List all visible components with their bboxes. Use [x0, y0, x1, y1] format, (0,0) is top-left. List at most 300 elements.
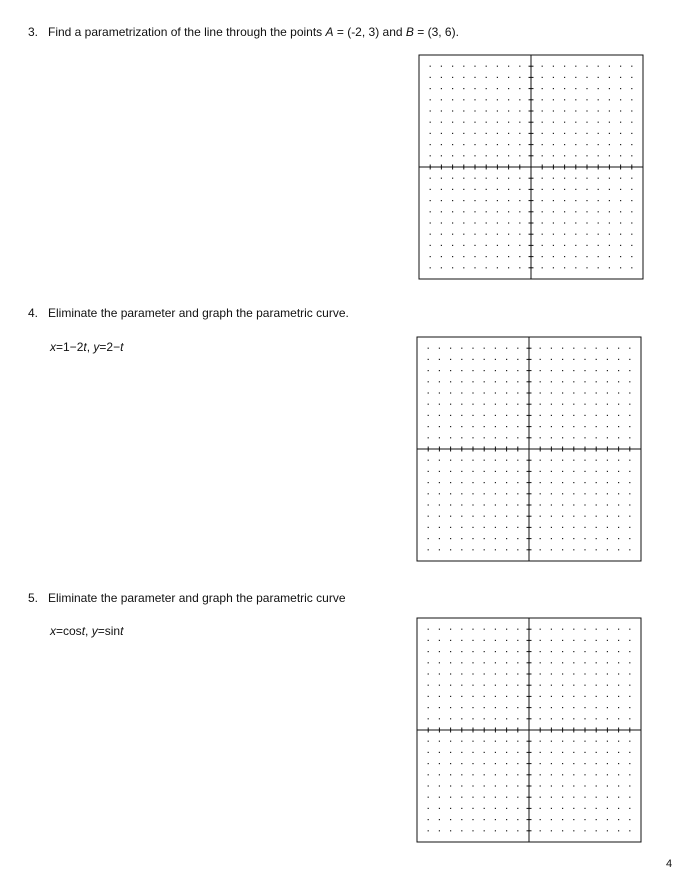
- grid-dot: [631, 99, 632, 100]
- grid-dot: [607, 819, 608, 820]
- grid-dot: [631, 245, 632, 246]
- grid-dot: [540, 370, 541, 371]
- grid-dot: [631, 144, 632, 145]
- grid-dot: [620, 88, 621, 89]
- grid-dot: [618, 830, 619, 831]
- grid-dot: [584, 673, 585, 674]
- grid-dot: [495, 696, 496, 697]
- grid-dot: [495, 493, 496, 494]
- grid-dot: [486, 234, 487, 235]
- grid-dot: [575, 245, 576, 246]
- grid-dot: [598, 222, 599, 223]
- grid-dot: [551, 808, 552, 809]
- grid-dot: [609, 234, 610, 235]
- grid-dot: [618, 549, 619, 550]
- grid-dot: [517, 707, 518, 708]
- grid-dot: [596, 415, 597, 416]
- grid-dot: [439, 437, 440, 438]
- grid-dot: [562, 437, 563, 438]
- grid-dot: [450, 752, 451, 753]
- grid-dot: [573, 819, 574, 820]
- grid-dot: [573, 392, 574, 393]
- grid-dot: [450, 785, 451, 786]
- grid-dot: [439, 718, 440, 719]
- grid-dot: [508, 200, 509, 201]
- grid-dot: [495, 381, 496, 382]
- grid-dot: [495, 482, 496, 483]
- grid-dot: [519, 200, 520, 201]
- grid-dot: [472, 392, 473, 393]
- grid-dot: [562, 707, 563, 708]
- grid-dot: [618, 819, 619, 820]
- grid-dot: [484, 685, 485, 686]
- grid-dot: [562, 685, 563, 686]
- grid-dot: [428, 640, 429, 641]
- grid-dot: [562, 549, 563, 550]
- grid-dot: [618, 774, 619, 775]
- grid-dot: [484, 437, 485, 438]
- grid-dot: [452, 234, 453, 235]
- grid-dot: [607, 370, 608, 371]
- grid-dot: [584, 527, 585, 528]
- grid-dot: [540, 763, 541, 764]
- grid-dot: [452, 144, 453, 145]
- grid-dot: [461, 370, 462, 371]
- grid-dot: [586, 77, 587, 78]
- grid-dot: [517, 527, 518, 528]
- grid-dot: [575, 144, 576, 145]
- grid-dot: [517, 460, 518, 461]
- grid-dot: [618, 348, 619, 349]
- grid-dot: [596, 392, 597, 393]
- grid-dot: [430, 122, 431, 123]
- grid-dot: [428, 774, 429, 775]
- grid-dot: [596, 359, 597, 360]
- grid-dot: [540, 426, 541, 427]
- grid-dot: [517, 538, 518, 539]
- grid-dot: [484, 696, 485, 697]
- grid-dot: [497, 200, 498, 201]
- grid-dot: [463, 234, 464, 235]
- grid-dot: [428, 493, 429, 494]
- grid-dot: [620, 211, 621, 212]
- grid-dot: [439, 527, 440, 528]
- grid-dot: [430, 234, 431, 235]
- grid-dot: [428, 359, 429, 360]
- grid-dot: [506, 538, 507, 539]
- grid-dot: [551, 392, 552, 393]
- grid-dot: [631, 88, 632, 89]
- grid-dot: [551, 381, 552, 382]
- grid-dot: [620, 256, 621, 257]
- grid-dot: [439, 685, 440, 686]
- grid-dot: [629, 662, 630, 663]
- grid-dot: [629, 640, 630, 641]
- grid-dot: [584, 752, 585, 753]
- grid-dot: [439, 651, 440, 652]
- grid-dot: [629, 460, 630, 461]
- grid-dot: [564, 267, 565, 268]
- grid-dot: [452, 211, 453, 212]
- grid-dot: [517, 819, 518, 820]
- grid-dot: [463, 77, 464, 78]
- grid-dot: [497, 66, 498, 67]
- grid-dot: [439, 629, 440, 630]
- grid-dot: [618, 381, 619, 382]
- grid-dot: [506, 662, 507, 663]
- grid-dot: [519, 122, 520, 123]
- grid-dot: [596, 752, 597, 753]
- grid-dot: [609, 222, 610, 223]
- grid-dot: [629, 763, 630, 764]
- grid-dot: [598, 155, 599, 156]
- grid-dot: [562, 696, 563, 697]
- grid-dot: [472, 527, 473, 528]
- grid-dot: [584, 549, 585, 550]
- grid-dot: [629, 493, 630, 494]
- grid-dot: [629, 516, 630, 517]
- grid-dot: [506, 696, 507, 697]
- grid-dot: [472, 493, 473, 494]
- grid-dot: [497, 122, 498, 123]
- grid-dot: [629, 504, 630, 505]
- grid-dot: [506, 381, 507, 382]
- grid-dot: [542, 133, 543, 134]
- grid-dot: [573, 718, 574, 719]
- grid-dot: [551, 370, 552, 371]
- grid-dot: [562, 629, 563, 630]
- grid-dot: [472, 640, 473, 641]
- grid-dot: [461, 774, 462, 775]
- grid-dot: [607, 662, 608, 663]
- grid-dot: [428, 741, 429, 742]
- grid-dot: [484, 493, 485, 494]
- grid-dot: [564, 222, 565, 223]
- grid-dot: [629, 707, 630, 708]
- grid-dot: [495, 741, 496, 742]
- grid-dot: [598, 234, 599, 235]
- grid-dot: [497, 234, 498, 235]
- grid-dot: [452, 110, 453, 111]
- grid-dot: [484, 348, 485, 349]
- grid-dot: [474, 189, 475, 190]
- grid-dot: [430, 99, 431, 100]
- grid-dot: [506, 493, 507, 494]
- grid-dot: [607, 808, 608, 809]
- grid-dot: [461, 471, 462, 472]
- grid-dot: [497, 256, 498, 257]
- grid-dot: [631, 66, 632, 67]
- grid-dot: [441, 200, 442, 201]
- grid-dot: [586, 267, 587, 268]
- grid-dot: [463, 66, 464, 67]
- grid-dot: [540, 493, 541, 494]
- grid-dot: [441, 110, 442, 111]
- grid-dot: [508, 66, 509, 67]
- grid-dot: [562, 673, 563, 674]
- grid-dot: [506, 370, 507, 371]
- grid-dot: [484, 741, 485, 742]
- grid-dot: [586, 122, 587, 123]
- grid-dot: [609, 66, 610, 67]
- grid-dot: [609, 245, 610, 246]
- grid-dot: [609, 144, 610, 145]
- grid-dot: [575, 66, 576, 67]
- grid-dot: [540, 629, 541, 630]
- grid-dot: [629, 392, 630, 393]
- grid-dot: [620, 144, 621, 145]
- grid-dot: [486, 99, 487, 100]
- grid-dot: [607, 651, 608, 652]
- grid-dot: [428, 629, 429, 630]
- grid-dot: [428, 763, 429, 764]
- grid-dot: [575, 88, 576, 89]
- grid-dot: [497, 245, 498, 246]
- grid-dot: [598, 122, 599, 123]
- grid-dot: [472, 741, 473, 742]
- grid-dot: [542, 178, 543, 179]
- grid-dot: [631, 178, 632, 179]
- grid-dot: [428, 662, 429, 663]
- grid-dot: [472, 673, 473, 674]
- grid-dot: [596, 460, 597, 461]
- grid-dot: [618, 629, 619, 630]
- grid-dot: [575, 122, 576, 123]
- grid-dot: [461, 493, 462, 494]
- grid-dot: [551, 437, 552, 438]
- grid-dot: [506, 819, 507, 820]
- grid-dot: [452, 200, 453, 201]
- grid-dot: [517, 685, 518, 686]
- grid-dot: [439, 808, 440, 809]
- grid-dot: [596, 471, 597, 472]
- grid-dot: [506, 404, 507, 405]
- grid-dot: [472, 696, 473, 697]
- grid-dot: [618, 662, 619, 663]
- grid-dot: [609, 178, 610, 179]
- grid-dot: [562, 527, 563, 528]
- grid-dot: [450, 808, 451, 809]
- grid-dot: [607, 504, 608, 505]
- grid-dot: [551, 651, 552, 652]
- grid-dot: [472, 718, 473, 719]
- grid-dot: [596, 538, 597, 539]
- grid-dot: [439, 774, 440, 775]
- grid-dot: [596, 662, 597, 663]
- grid-dot: [575, 155, 576, 156]
- grid-dot: [564, 66, 565, 67]
- grid-dot: [506, 718, 507, 719]
- grid-dot: [575, 99, 576, 100]
- grid-dot: [474, 155, 475, 156]
- grid-dot: [506, 359, 507, 360]
- grid-dot: [586, 110, 587, 111]
- grid-dot: [506, 415, 507, 416]
- grid-dot: [584, 707, 585, 708]
- grid-dot: [461, 404, 462, 405]
- grid-dot: [562, 651, 563, 652]
- grid-dot: [461, 685, 462, 686]
- grid-dot: [474, 211, 475, 212]
- grid-dot: [542, 155, 543, 156]
- grid-dot: [618, 696, 619, 697]
- grid-dot: [474, 178, 475, 179]
- grid-dot: [461, 830, 462, 831]
- grid-dot: [506, 797, 507, 798]
- grid-dot: [506, 392, 507, 393]
- grid-dot: [618, 538, 619, 539]
- grid-dot: [586, 222, 587, 223]
- grid-dot: [519, 267, 520, 268]
- grid-dot: [596, 685, 597, 686]
- grid-dot: [486, 189, 487, 190]
- grid-dot: [629, 415, 630, 416]
- grid-dot: [586, 88, 587, 89]
- grid-dot: [609, 211, 610, 212]
- grid-dot: [450, 685, 451, 686]
- grid-dot: [497, 144, 498, 145]
- grid-dot: [495, 359, 496, 360]
- grid-dot: [629, 549, 630, 550]
- grid-dot: [450, 763, 451, 764]
- grid-dot: [598, 99, 599, 100]
- grid-dot: [506, 516, 507, 517]
- grid-dot: [508, 99, 509, 100]
- grid-dot: [474, 245, 475, 246]
- grid-dot: [607, 348, 608, 349]
- grid-dot: [450, 359, 451, 360]
- grid-dot: [584, 741, 585, 742]
- grid-dot: [517, 370, 518, 371]
- grid-dot: [463, 267, 464, 268]
- grid-dot: [596, 785, 597, 786]
- grid-dot: [430, 211, 431, 212]
- grid-dot: [484, 640, 485, 641]
- grid-dot: [596, 718, 597, 719]
- grid-dot: [439, 673, 440, 674]
- grid-dot: [564, 200, 565, 201]
- grid-dot: [428, 538, 429, 539]
- grid-dot: [596, 527, 597, 528]
- grid-dot: [463, 200, 464, 201]
- grid-dot: [508, 256, 509, 257]
- grid-dot: [551, 662, 552, 663]
- grid-dot: [439, 415, 440, 416]
- grid-dot: [551, 348, 552, 349]
- grid-dot: [607, 359, 608, 360]
- grid-dot: [430, 155, 431, 156]
- grid-dot: [620, 234, 621, 235]
- grid-dot: [484, 830, 485, 831]
- grid-dot: [495, 437, 496, 438]
- grid-dot: [484, 629, 485, 630]
- grid-dot: [584, 370, 585, 371]
- grid-dot: [609, 267, 610, 268]
- grid-dot: [575, 256, 576, 257]
- grid-dot: [573, 404, 574, 405]
- grid-dot: [495, 504, 496, 505]
- grid-dot: [564, 189, 565, 190]
- grid-dot: [586, 144, 587, 145]
- grid-dot: [428, 830, 429, 831]
- grid-dot: [452, 88, 453, 89]
- grid-dot: [584, 493, 585, 494]
- grid-dot: [484, 774, 485, 775]
- grid-dot: [517, 752, 518, 753]
- grid-dot: [484, 718, 485, 719]
- grid-dot: [441, 267, 442, 268]
- grid-dot: [542, 211, 543, 212]
- grid-dot: [551, 640, 552, 641]
- grid-dot: [584, 415, 585, 416]
- grid-dot: [484, 527, 485, 528]
- grid-dot: [508, 267, 509, 268]
- grid-dot: [506, 673, 507, 674]
- grid-dot: [607, 460, 608, 461]
- grid-dot: [439, 785, 440, 786]
- grid-dot: [441, 211, 442, 212]
- grid-dot: [441, 144, 442, 145]
- grid-dot: [452, 178, 453, 179]
- grid-dot: [618, 808, 619, 809]
- grid-dot: [551, 718, 552, 719]
- grid-dot: [486, 211, 487, 212]
- grid-dot: [486, 256, 487, 257]
- grid-dot: [596, 797, 597, 798]
- grid-dot: [573, 763, 574, 764]
- grid-dot: [584, 685, 585, 686]
- grid-dot: [540, 359, 541, 360]
- grid-dot: [486, 133, 487, 134]
- grid-dot: [540, 696, 541, 697]
- grid-dot: [551, 516, 552, 517]
- grid-dot: [596, 830, 597, 831]
- grid-dot: [618, 437, 619, 438]
- grid-dot: [618, 426, 619, 427]
- grid-dot: [551, 460, 552, 461]
- grid-dot: [450, 651, 451, 652]
- grid-dot: [517, 549, 518, 550]
- grid-dot: [629, 527, 630, 528]
- grid-dot: [629, 404, 630, 405]
- grid-dot: [620, 155, 621, 156]
- grid-dot: [540, 797, 541, 798]
- question-3-text: Find a parametrization of the line through the points A = (-2, 3) and B = (3, 6).: [48, 25, 459, 39]
- grid-dot: [584, 640, 585, 641]
- grid-dot: [631, 189, 632, 190]
- grid-dot: [441, 122, 442, 123]
- grid-dot: [596, 673, 597, 674]
- grid-dot: [562, 774, 563, 775]
- grid-dot: [586, 234, 587, 235]
- grid-dot: [463, 245, 464, 246]
- grid-dot: [497, 267, 498, 268]
- grid-dot: [551, 685, 552, 686]
- grid-dot: [461, 426, 462, 427]
- grid-dot: [428, 504, 429, 505]
- grid-dot: [596, 808, 597, 809]
- grid-dot: [439, 392, 440, 393]
- grid-dot: [495, 460, 496, 461]
- grid-dot: [564, 122, 565, 123]
- grid-dot: [452, 99, 453, 100]
- grid-dot: [472, 549, 473, 550]
- grid-dot: [463, 178, 464, 179]
- grid-dot: [517, 808, 518, 809]
- grid-dot: [495, 549, 496, 550]
- grid-dot: [486, 144, 487, 145]
- grid-dot: [461, 504, 462, 505]
